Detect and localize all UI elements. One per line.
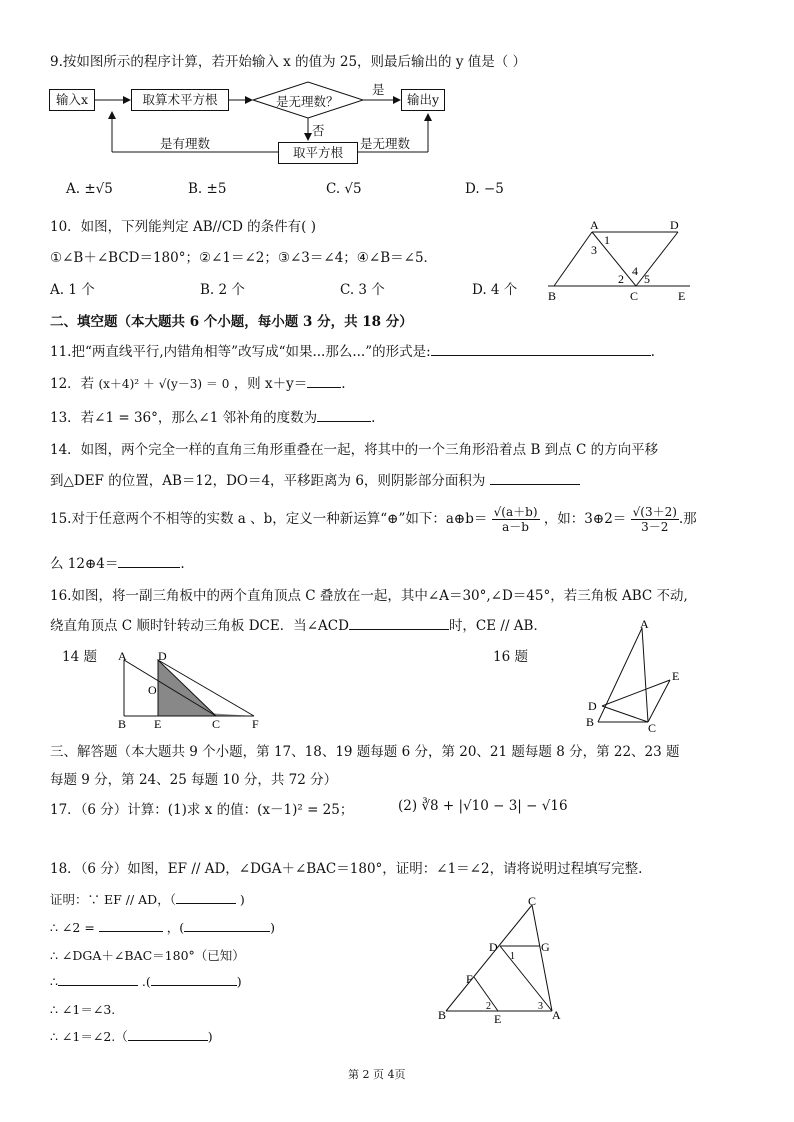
q18-proof-5: ∴ ∠1＝∠3. (50, 1002, 116, 1017)
q10-option-b: B. 2 个 (200, 282, 245, 298)
q12-blank[interactable] (307, 374, 341, 388)
fig18-label-e: E (494, 1012, 502, 1025)
q15-den2: 3－2 (641, 520, 669, 534)
q15-num2: √(3＋2) (632, 505, 677, 519)
line-ac (592, 232, 636, 286)
fig14-label-e: E (154, 717, 162, 730)
q12-expr: (x＋4)² ＋ √(y－3) ＝ 0 (98, 377, 230, 391)
q18-proof-3: ∴ ∠DGA＋∠BAC＝180°（已知） (50, 948, 245, 963)
fig18-label-3: 3 (538, 1001, 543, 1012)
q18-blank-1[interactable] (176, 890, 236, 904)
q10-conditions: ①∠B＋∠BCD＝180°；②∠1＝∠2；③∠3＝∠4；④∠B＝∠5． (50, 250, 438, 266)
fig16-caption: 16 题 (493, 649, 528, 665)
flow-rational-label: 是有理数 (160, 136, 211, 151)
fig14-label-c: C (212, 717, 221, 730)
q11-stem: 11.把“两直线平行,内错角相等”改写成“如果...那么...”的形式是: (50, 344, 431, 360)
q18-proof-2: ∴ ∠2 = ，( ) (50, 920, 276, 935)
q15-fraction-1 (492, 505, 540, 534)
flow-yes-label: 是 (372, 82, 385, 97)
fig10-label-d: D (670, 218, 679, 232)
q18-proof-1: 证明：∵ EF // AD，（ ) (50, 892, 245, 907)
line-ab (554, 232, 592, 286)
q13-text (50, 406, 375, 426)
fig14-figure (112, 648, 272, 730)
section3-line2: 每题 9 分，第 24、25 每题 10 分，共 72 分） (50, 772, 338, 788)
fig10-label-3: 3 (591, 243, 597, 257)
q11-text: 11.把“两直线平行,内错角相等”改写成“如果...那么...”的形式是: . (50, 344, 655, 360)
q12-text (50, 372, 346, 392)
fig18-label-2: 2 (486, 1001, 491, 1012)
flow-sqrt-box: 取算术平方根 (131, 89, 229, 111)
q16-line2-a: 绕直角顶点 C 顺时针转动三角板 DCE．当∠ACD (50, 618, 349, 634)
q13-end: . (371, 410, 376, 426)
q15-line2 (50, 552, 185, 572)
fig14-label-b: B (118, 717, 127, 730)
fig10-label-2: 2 (618, 272, 624, 286)
q15-post: .那 (678, 511, 697, 527)
q18-proof-2-text: ∴ ∠2 = (50, 920, 95, 935)
q12-pre: 12．若 (50, 376, 95, 392)
fig16-label-d: D (588, 699, 597, 713)
flow-irrational-label: 是无理数 (360, 136, 411, 151)
q16-line1: 16.如图，将一副三角板中的两个直角顶点 C 叠放在一起，其中∠A＝30°,∠D＝45°，若三角板 ABC 不动, (50, 588, 688, 604)
q18-proof-4-text: ∴ (50, 974, 58, 989)
q10-option-c: C. 3 个 (340, 282, 385, 298)
q18-blank-4[interactable] (58, 972, 138, 986)
q15-pre: 15.对于任意两个不相等的实数 a 、b，定义一种新运算“⊕”如下：a⊕b＝ (50, 511, 488, 527)
q14-line2 (50, 469, 580, 489)
q14-blank[interactable] (490, 471, 580, 485)
section3-line1: 三、解答题（本大题共 9 个小题，第 17、18、19 题每题 6 分，第 20、21 题每题 8 分，第 22、23 题 (50, 744, 680, 760)
fig14-label-f: F (252, 717, 259, 730)
q17-part2: (2) ∛8 + |√10 − 3| − √16 (398, 798, 568, 814)
flow-output-box: 输出y (401, 89, 445, 111)
q18-proof-6-text: ∴ ∠1＝∠2.（ (50, 1029, 128, 1044)
q15-den1: a－b (502, 520, 529, 534)
fig18-label-f: F (466, 972, 473, 986)
fig10-label-a: A (590, 218, 599, 232)
q18-blank-3[interactable] (184, 918, 270, 932)
q12-end: . (341, 376, 346, 392)
fig18-label-a: A (552, 1008, 561, 1022)
q10-figure (540, 216, 700, 308)
fig18-label-d: D (489, 940, 498, 954)
q15-fraction-2 (631, 505, 679, 534)
flowchart-arrows (40, 78, 460, 168)
q18-figure (432, 895, 572, 1025)
fig16-label-b: B (586, 715, 595, 729)
q15-mid: ，如：3⊕2＝ (543, 511, 627, 527)
fig10-label-c: C (630, 289, 639, 303)
q18-stem: 18．（6 分）如图，EF // AD，∠DGA＋∠BAC＝180°，证明：∠1＝∠2，请将说明过程填写完整. (50, 861, 643, 877)
q10-stem: 10．如图，下列能判定 AB//CD 的条件有( ) (50, 219, 317, 235)
q14-line1: 14．如图，两个完全一样的直角三角形重叠在一起，将其中的一个三角形沿着点 B 到点 C 的方向平移 (50, 442, 659, 458)
q9-option-b: B. ±5 (188, 181, 227, 197)
q18-proof-1-text: 证明：∵ EF // AD，（ (50, 892, 176, 907)
fig18-label-b: B (438, 1008, 447, 1022)
fig16-label-e: E (672, 669, 680, 683)
q10-option-d: D. 4 个 (472, 282, 518, 298)
q11-blank[interactable] (431, 342, 651, 356)
q16-line2-b: 时，CE // AB． (448, 618, 547, 634)
q13-blank[interactable] (317, 408, 371, 422)
fig10-label-4: 4 (632, 264, 638, 278)
q15-line1 (50, 505, 697, 534)
flow-no-label: 否 (312, 123, 325, 138)
q14-stem: 到△DEF 的位置，AB＝12，DO＝4，平移距离为 6，则阴影部分面积为 (50, 473, 486, 489)
q15-num1: √(a＋b) (493, 505, 538, 519)
q10-option-a: A. 1 个 (50, 282, 95, 298)
fig18-label-g: G (541, 940, 550, 954)
section2-title: 二、填空题（本大题共 6 个小题，每小题 3 分，共 18 分） (50, 314, 413, 330)
q18-blank-6[interactable] (128, 1027, 208, 1041)
q16-line2 (50, 614, 547, 634)
q15-line2-text: 么 12⊕4＝ (50, 556, 119, 572)
q13-stem: 13．若∠1 = 36°，那么∠1 邻补角的度数为 (50, 410, 318, 426)
q18-proof-4: ∴ .( ) (50, 974, 242, 989)
q18-blank-2[interactable] (99, 918, 163, 932)
fig10-label-1: 1 (604, 233, 610, 247)
fig18-label-c: C (528, 895, 537, 908)
q9-option-d: D. −5 (465, 181, 504, 197)
q12-post: ，则 x＋y＝ (233, 376, 308, 392)
q9-option-c: C. √5 (326, 181, 362, 197)
flow-square-root-box: 取平方根 (278, 142, 358, 164)
q18-blank-5[interactable] (151, 972, 237, 986)
flow-input-box: 输入x (49, 89, 95, 111)
page-footer: 第 2 页 4页 (348, 1068, 406, 1081)
fig16-label-c: C (648, 721, 657, 735)
fig14-caption: 14 题 (62, 649, 97, 665)
fig14-label-d: D (158, 649, 167, 663)
q17-part1: 17．（6 分）计算：(1)求 x 的值：(x－1)² = 25； (50, 802, 354, 818)
flow-decision-label: 是无理数？ (276, 94, 339, 109)
fig10-label-5: 5 (644, 272, 650, 286)
fig16-figure (580, 618, 690, 736)
q15-blank[interactable] (118, 554, 180, 568)
fig14-label-a: A (118, 649, 127, 663)
q16-blank[interactable] (349, 616, 449, 630)
q18-proof-6: ∴ ∠1＝∠2.（ ) (50, 1029, 213, 1044)
shaded-triangle (158, 660, 216, 716)
fig18-label-1: 1 (510, 951, 515, 962)
fig14-label-o: O (148, 683, 157, 697)
fig10-label-e: E (678, 289, 686, 303)
fig10-label-b: B (548, 289, 557, 303)
fig16-label-a: A (640, 618, 649, 631)
q15-end: . (180, 556, 185, 572)
q9-option-a: A. ±√5 (66, 181, 113, 197)
q9-stem: 9.按如图所示的程序计算，若开始输入 x 的值为 25，则最后输出的 y 值是（ ） (50, 54, 527, 70)
line-dc (636, 232, 678, 286)
